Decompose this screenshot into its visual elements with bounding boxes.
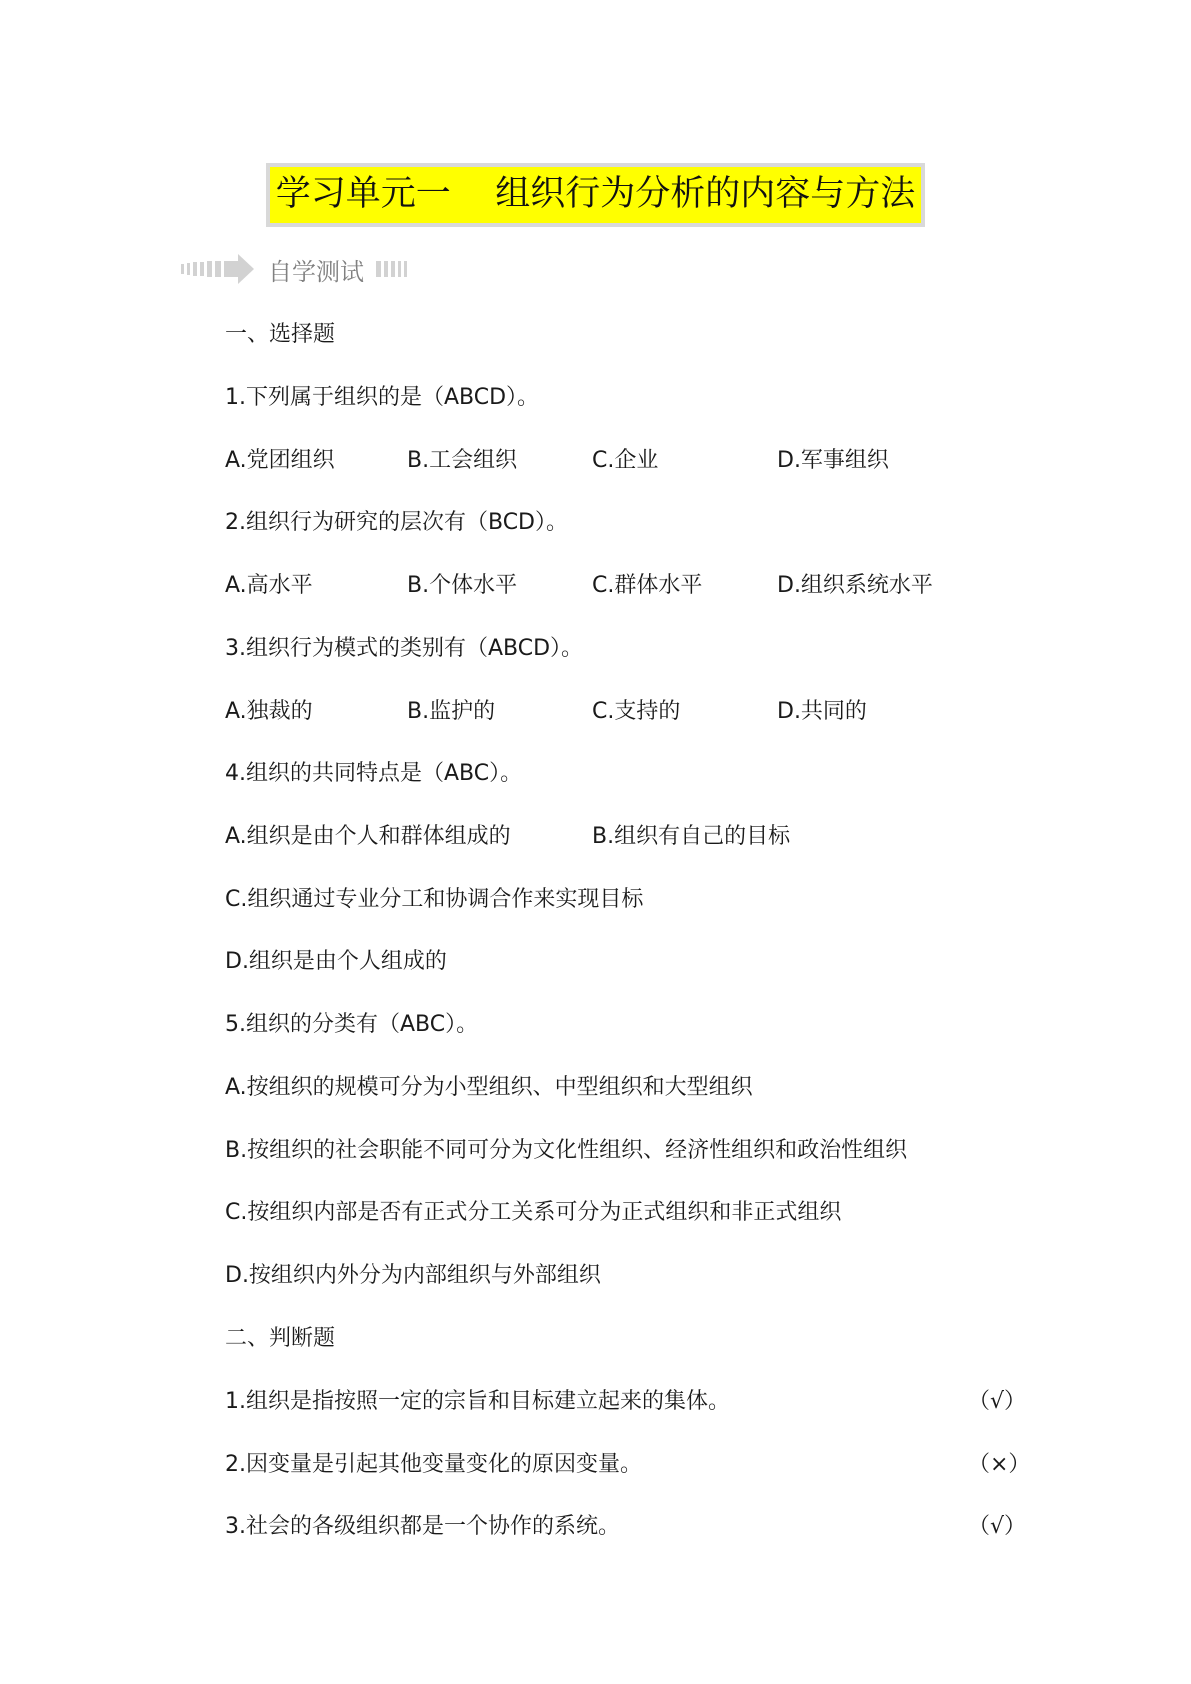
question-1-option-a: A.党团组织 <box>225 448 335 473</box>
trailing-stripes-icon <box>376 261 410 277</box>
question-3-option-b: B.监护的 <box>407 699 496 724</box>
question-3-stem: 3.组织行为模式的类别有（ABCD）。 <box>225 636 584 661</box>
question-4-option-d: D.组织是由个人组成的 <box>225 949 447 974</box>
arrow-head-icon <box>238 254 254 284</box>
arrow-stripes-icon <box>181 261 238 277</box>
section-banner <box>181 250 410 288</box>
choice-section-heading: 一、选择题 <box>225 322 336 347</box>
question-4-stem: 4.组织的共同特点是（ABC）。 <box>225 761 523 786</box>
question-2-option-a: A.高水平 <box>225 573 313 598</box>
question-2-option-c: C.群体水平 <box>592 573 703 598</box>
question-4-option-c: C.组织通过专业分工和协调合作来实现目标 <box>225 887 644 912</box>
judgment-1-answer: （√） <box>968 1389 1027 1414</box>
judgment-2-statement: 2.因变量是引起其他变量变化的原因变量。 <box>225 1452 642 1477</box>
question-2-option-d: D.组织系统水平 <box>777 573 933 598</box>
question-5-option-d: D.按组织内外分为内部组织与外部组织 <box>225 1263 601 1288</box>
question-5-option-a: A.按组织的规模可分为小型组织、中型组织和大型组织 <box>225 1075 753 1100</box>
judgment-2-answer: （×） <box>968 1452 1031 1477</box>
judgment-section-heading: 二、判断题 <box>225 1326 336 1351</box>
page-title: 学习单元一 组织行为分析的内容与方法 <box>266 163 926 227</box>
question-1-stem: 1.下列属于组织的是（ABCD）。 <box>225 385 540 410</box>
question-4-option-a: A.组织是由个人和群体组成的 <box>225 824 511 849</box>
question-2-option-b: B.个体水平 <box>407 573 518 598</box>
section-label: 自学测试 <box>268 257 364 286</box>
question-5-option-b: B.按组织的社会职能不同可分为文化性组织、经济性组织和政治性组织 <box>225 1138 908 1163</box>
judgment-3-answer: （√） <box>968 1514 1027 1539</box>
question-1-option-b: B.工会组织 <box>407 448 518 473</box>
question-1-option-d: D.军事组织 <box>777 448 889 473</box>
question-4-option-b: B.组织有自己的目标 <box>592 824 791 849</box>
judgment-3-statement: 3.社会的各级组织都是一个协作的系统。 <box>225 1514 620 1539</box>
question-5-stem: 5.组织的分类有（ABC）。 <box>225 1012 479 1037</box>
judgment-1-statement: 1.组织是指按照一定的宗旨和目标建立起来的集体。 <box>225 1389 730 1414</box>
question-3-option-d: D.共同的 <box>777 699 867 724</box>
question-5-option-c: C.按组织内部是否有正式分工关系可分为正式组织和非正式组织 <box>225 1200 842 1225</box>
question-2-stem: 2.组织行为研究的层次有（BCD）。 <box>225 510 568 535</box>
question-1-option-c: C.企业 <box>592 448 659 473</box>
question-3-option-c: C.支持的 <box>592 699 681 724</box>
question-3-option-a: A.独裁的 <box>225 699 313 724</box>
title-container <box>0 163 1191 227</box>
